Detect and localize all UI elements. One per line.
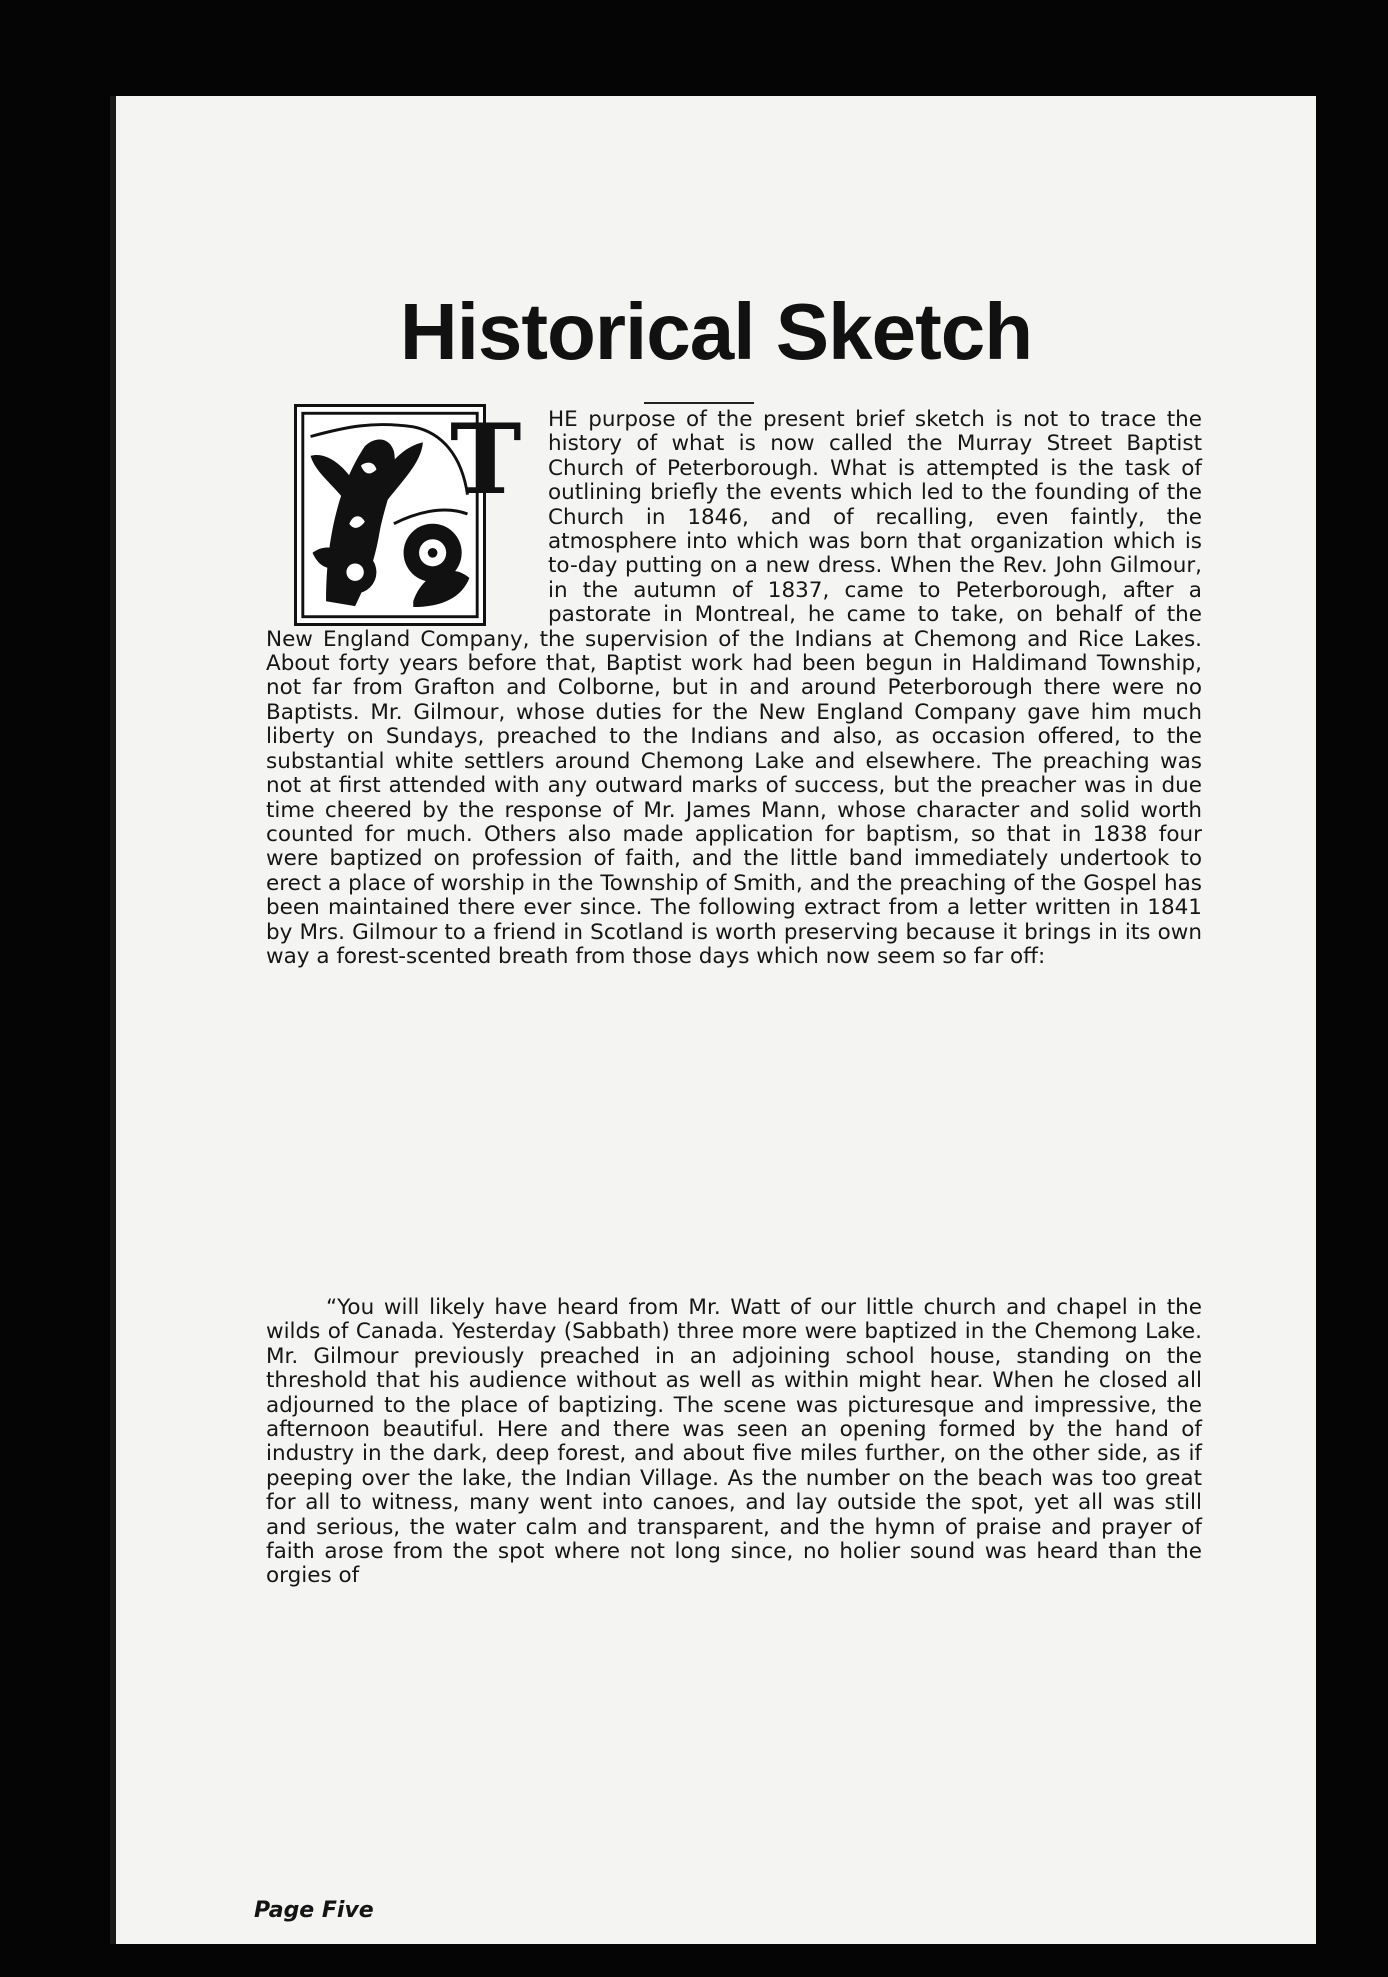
document-page [110, 96, 1316, 1944]
page-title: Historical Sketch [399, 287, 1033, 376]
main-paragraph-text: HE purpose of the present brief sketch is not to trace the history of what is now called the Murray Street Baptist Church of Peterborough. What is attempted is the task of outlining briefly the events which led to the founding of the Church in 1846, and of recalling, even faintly, the atmosphere into which was born that organization which is to-day putting on a new dress. When the Rev. John Gilmour, in the autumn of 1837, came to Peterborough, after a pastorate in Montreal, he came to take, on behalf of the New England Company, the supervision of the Indians at Chemong and Rice Lakes. About forty years before that, Baptist work had been begun in Haldimand Township, not far from Grafton and Colborne, but in and around Peterborough there were no Baptists. Mr. Gilmour, whose duties for the New England Company gave him much liberty on Sundays, preached to the Indians and also, as occasion offered, to the substantial white settlers around Chemong Lake and elsewhere. The preaching was not at first attended with any outward marks of success, but the preacher was in due time cheered by the response of Mr. James Mann, whose character and solid worth counted for much. Others also made application for baptism, so that in 1838 four were baptized on profession of faith, and the little band immediately undertook to erect a place of worship in the Township of Smith, and the preaching of the Gospel has been maintained there ever since. The following extract from a letter written in 1841 by Mrs. Gilmour to a friend in Scotland is worth preserving because it brings in its own way a forest-scented breath from those days which now seem so far off: [266, 407, 1202, 969]
page-number: Page Five [254, 1898, 374, 1923]
letter-quote: “You will likely have heard from Mr. Watt of our little church and chapel in the wilds of Canada. Yesterday (Sabbath) three more were baptized in the Chemong Lake. Mr. Gilmour previously preached in an adjoining school house, standing on the threshold that his audience without as well as within might hear. When he closed all adjourned to the place of baptizing. The scene was picturesque and impressive, the afternoon beautiful. Here and there was seen an opening formed by the hand of industry in the dark, deep forest, and about five miles further, on the other side, as if peeping over the lake, the Indian Village. As the number on the beach was too great for all to witness, many went into canoes, and lay outside the spot, yet all was still and serious, the water calm and transparent, and the hymn of praise and prayer of faith arose from the spot where not long since, no holier sound was heard than the orgies of [266, 1295, 1202, 1589]
title-divider [644, 402, 754, 404]
drop-cap-spacer [266, 403, 548, 622]
drop-cap: T [450, 403, 522, 516]
main-paragraph [266, 403, 1202, 969]
